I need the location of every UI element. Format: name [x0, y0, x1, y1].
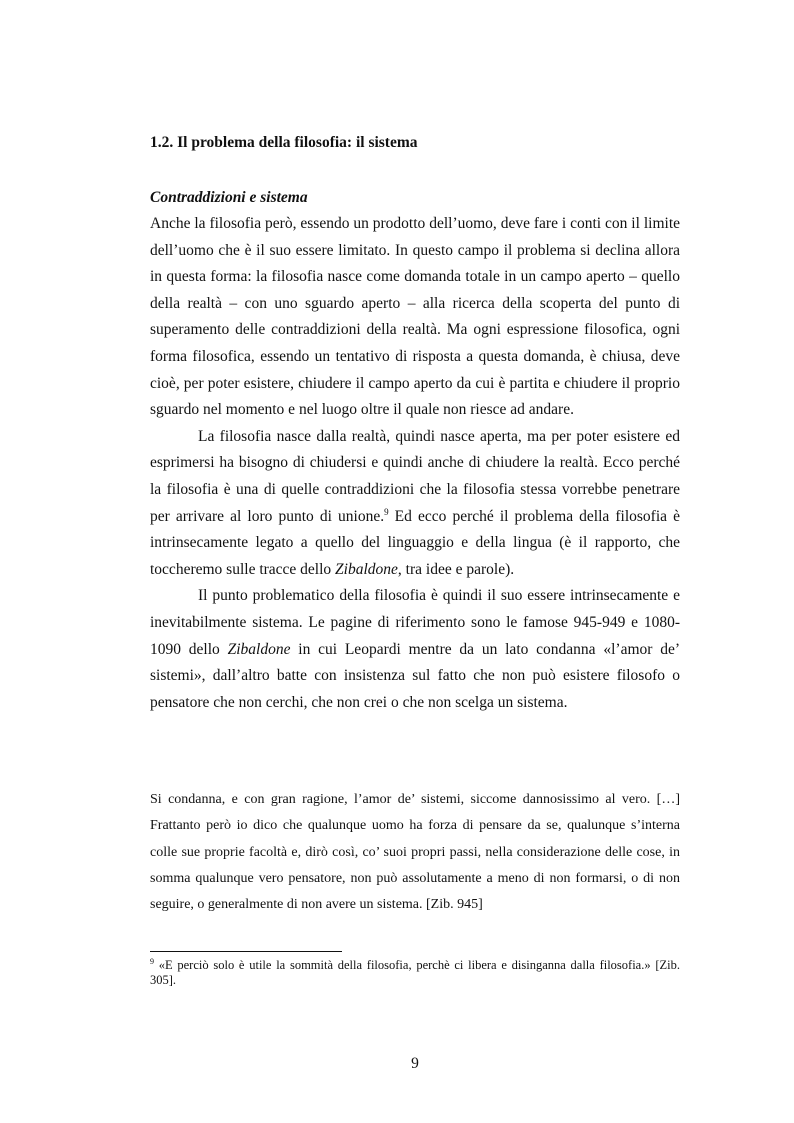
footnote-number: 9	[150, 957, 154, 966]
subsection-title: Contraddizioni e sistema	[150, 189, 308, 206]
paragraph-3-text-b: in cui Leopardi mentre da un lato condanna «l’amor de’ sistemi», dall’altro batte con insistenza sul fatto che non può esistere filosofo o pensatore che non cerchi, che non crei o che non scelga un sistema.	[150, 640, 681, 711]
paragraph-3	[150, 583, 680, 716]
page-number: 9	[411, 1055, 419, 1072]
paragraph-2-text-a: La filosofia nasce dalla realtà, quindi nasce aperta, ma per poter esistere ed esprimersi ha bisogno di chiudersi e quindi anche di chiudere la realtà. Ecco perché la filosofia è una di quelle contraddizioni che la filosofia stessa vorrebbe penetrare per arrivare al loro punto di unione.	[150, 427, 680, 525]
paragraph-2-text-b: Ed ecco perché il problema della filosofia è intrinsecamente legato a quello del linguaggio e della lingua (è il rapporto, che toccheremo sulle tracce dello	[150, 507, 680, 578]
paragraph-2-text-c: , tra idee e parole).	[397, 560, 515, 578]
paragraph-1: Anche la filosofia però, essendo un prodotto dell’uomo, deve fare i conti con il limite dell’uomo che è il suo essere limitato. In questo campo il problema si declina allora in questa forma: la filosofia nasce come domanda totale in un campo aperto – quello della realtà – con uno sguardo aperto – alla ricerca della scoperta del punto di superamento delle contraddizioni della realtà. Ma ogni espressione filosofica, ogni forma filosofica, essendo un tentativo di risposta a questa domanda, è chiusa, deve cioè, per poter esistere, chiudere il campo aperto da cui è partita e chiudere il proprio sguardo nel momento e nel luogo oltre il quale non riesce ad andare.	[150, 215, 680, 419]
block-quote: Si condanna, e con gran ragione, l’amor de’ sistemi, siccome dannosissimo al vero. […] Frattanto però io dico che qualunque uomo ha forza di pensare da se, qualunque s’interna colle sue proprie facoltà e, dirò così, co’ suoi propri passi, nella considerazione delle cose, in somma qualunque vero pensatore, non può assolutamente a meno di non formarsi, o di non seguire, o generalmente di non avere un sistema. [Zib. 945]	[150, 792, 680, 913]
footnote-reference[interactable]: 9	[384, 506, 389, 517]
section-title: 1.2. Il problema della filosofia: il sistema	[150, 134, 418, 151]
footnote-divider	[150, 951, 342, 952]
work-title-zibaldone: Zibaldone	[227, 640, 291, 658]
footnote	[150, 958, 680, 988]
work-title-zibaldone: Zibaldone	[335, 560, 398, 578]
body-text	[150, 211, 680, 716]
footnote-text: «E perciò solo è utile la sommità della filosofia, perchè ci libera e disinganna dalla filosofia.» [Zib. 305].	[150, 958, 680, 987]
paragraph-3-text-a: Il punto problematico della filosofia è quindi il suo essere intrinsecamente e inevitabilmente sistema. Le pagine di riferimento sono le famose 945-949 e 1080-1090 dello	[150, 587, 680, 658]
paragraph-2	[150, 424, 680, 584]
